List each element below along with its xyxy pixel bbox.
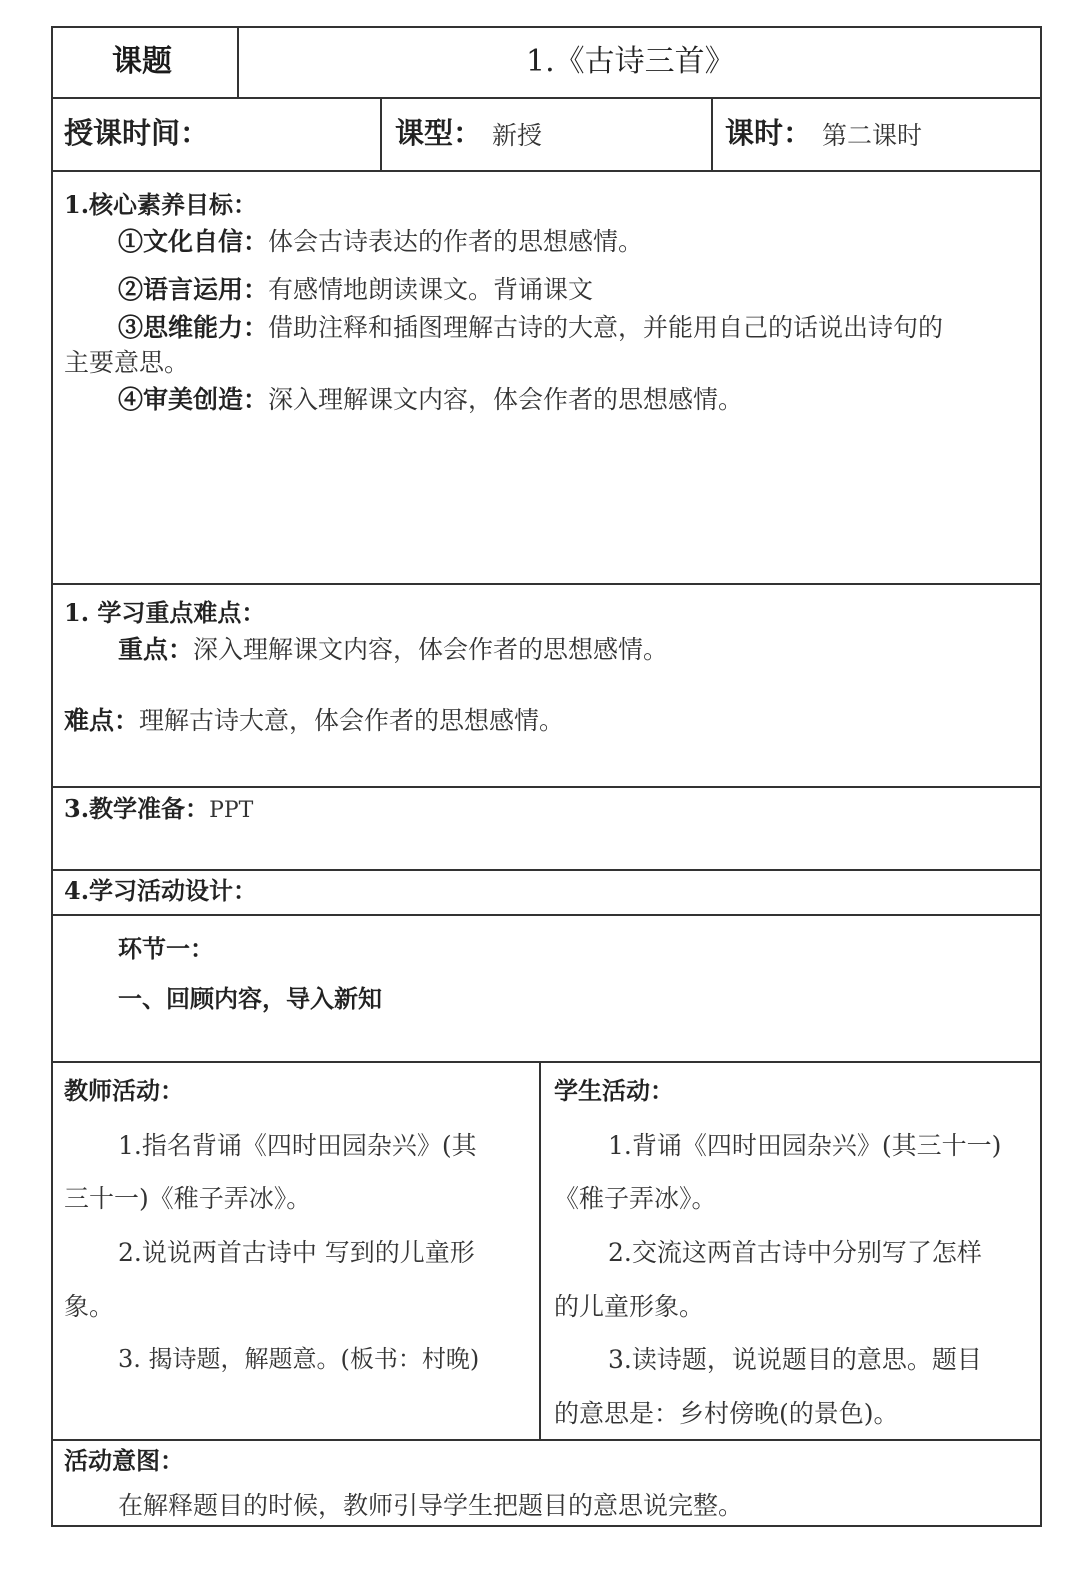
teacher-line: 1.指名背诵《四时田园杂兴》(其 — [118, 1131, 477, 1160]
period-value: 第二课时 — [822, 121, 923, 150]
goal-label: ③思维能力： — [118, 313, 269, 342]
goal-text: 有感情地朗读课文。背诵课文 — [268, 275, 594, 304]
row-divider — [51, 786, 1042, 788]
row-divider — [51, 1061, 1042, 1063]
row-divider — [51, 914, 1042, 916]
column-divider — [711, 97, 713, 171]
difficulty-line — [64, 705, 564, 736]
goal-text: 深入理解课文内容，体会作者的思想感情。 — [268, 385, 744, 414]
goal-item — [118, 226, 643, 257]
key-points-title: 1. 学习重点难点： — [64, 598, 266, 627]
stage-label: 环节一： — [118, 934, 214, 963]
goal-text-continued: 主要意思。 — [64, 348, 190, 377]
stage-title: 一、回顾内容，导入新知 — [118, 984, 382, 1013]
teacher-line: 2.说说两首古诗中 写到的儿童形 — [118, 1238, 475, 1267]
goal-label: ②语言运用： — [118, 275, 269, 304]
goal-item — [118, 274, 593, 305]
intent-text: 在解释题目的时候，教师引导学生把题目的意思说完整。 — [118, 1491, 744, 1520]
row-divider — [51, 170, 1042, 172]
time-label: 授课时间： — [64, 116, 210, 150]
student-line: 2.交流这两首古诗中分别写了怎样 — [608, 1238, 982, 1267]
goal-item — [118, 384, 743, 415]
focus-label: 重点： — [118, 635, 194, 664]
goal-label: ①文化自信： — [118, 227, 269, 256]
student-line: 3.读诗题，说说题目的意思。题目 — [608, 1345, 982, 1374]
difficulty-text: 理解古诗大意，体会作者的思想感情。 — [139, 706, 565, 735]
goals-title: 1.核心素养目标： — [64, 190, 258, 219]
preparation-label: 3.教学准备： — [64, 794, 210, 823]
focus-line — [118, 634, 668, 665]
row-divider — [51, 869, 1042, 871]
student-line: 的儿童形象。 — [554, 1292, 705, 1321]
row-divider — [51, 583, 1042, 585]
teacher-line: 3. 揭诗题，解题意。(板书：村晚) — [118, 1345, 480, 1373]
teacher-line: 三十一)《稚子弄冰》。 — [64, 1184, 312, 1213]
type-label: 课型： — [395, 116, 483, 150]
student-activity-title: 学生活动： — [554, 1076, 674, 1105]
preparation-value: PPT — [209, 798, 254, 823]
subject-label: 课题 — [112, 44, 172, 79]
period-label: 课时： — [725, 116, 813, 150]
student-line: 《稚子弄冰》。 — [554, 1184, 717, 1213]
student-line: 1.背诵《四时田园杂兴》(其三十一) — [608, 1131, 1002, 1160]
focus-text: 深入理解课文内容，体会作者的思想感情。 — [193, 635, 669, 664]
difficulty-label: 难点： — [64, 706, 140, 735]
column-divider — [539, 1061, 541, 1440]
column-divider — [380, 97, 382, 171]
preparation-line — [64, 794, 253, 825]
intent-title: 活动意图： — [64, 1446, 184, 1475]
goal-text: 借助注释和插图理解古诗的大意，并能用自己的话说出诗句的 — [268, 313, 944, 342]
activity-design-title: 4.学习活动设计： — [64, 876, 258, 905]
row-divider — [51, 1439, 1042, 1441]
goal-item — [118, 312, 943, 343]
goal-text: 体会古诗表达的作者的思想感情。 — [268, 227, 644, 256]
subject-title: 1.《古诗三首》 — [526, 44, 735, 79]
type-value: 新授 — [492, 121, 543, 150]
column-divider — [237, 26, 239, 98]
row-divider — [51, 97, 1042, 99]
teacher-activity-title: 教师活动： — [64, 1076, 184, 1105]
teacher-line: 象。 — [64, 1292, 115, 1321]
student-line: 的意思是：乡村傍晚(的景色)。 — [554, 1399, 899, 1428]
goal-label: ④审美创造： — [118, 385, 269, 414]
